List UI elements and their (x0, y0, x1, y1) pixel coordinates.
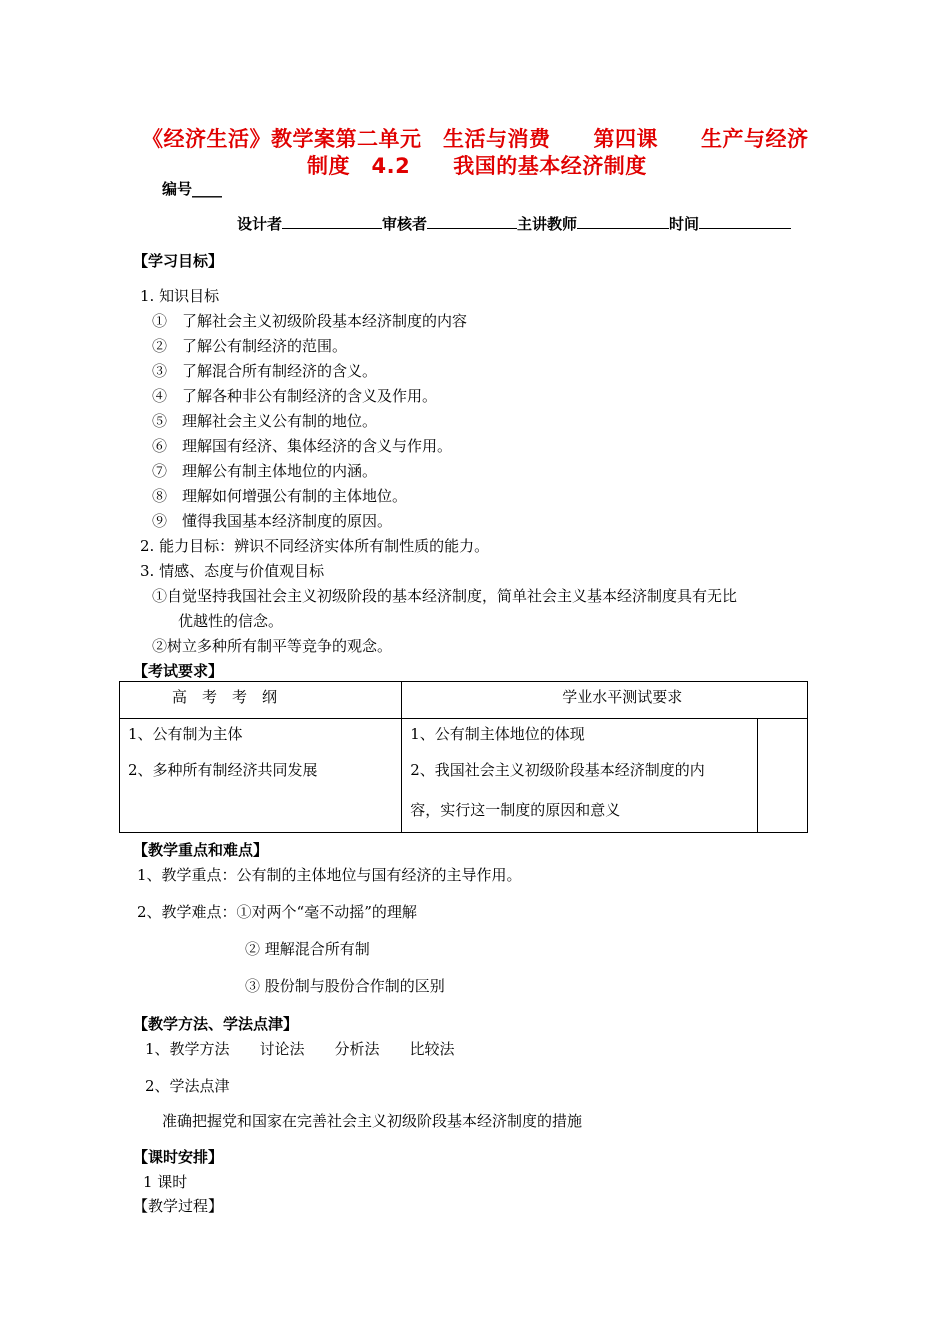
schedule-value: 1 课时 (143, 1173, 188, 1191)
objectives-heading: 【学习目标】 (133, 252, 224, 270)
time-blank (699, 214, 791, 229)
table-cell-line: 2、多种所有制经济共同发展 (128, 761, 318, 779)
designer-blank (282, 214, 382, 229)
focus-heading: 【教学重点和难点】 (133, 841, 269, 859)
knowledge-item: ③ 了解混合所有制经济的含义。 (152, 362, 378, 380)
signature-row (237, 213, 791, 234)
document-title-line1: 《经济生活》教学案第二单元 生活与消费 第四课 生产与经济 (142, 127, 809, 151)
teaching-methods: 1、教学方法 讨论法 分析法 比较法 (145, 1040, 455, 1058)
knowledge-item: ② 了解公有制经济的范围。 (152, 337, 348, 355)
knowledge-item: ⑨ 懂得我国基本经济制度的原因。 (152, 512, 393, 530)
table-cell-line: 容，实行这一制度的原因和意义 (410, 801, 621, 819)
table-cell-empty (757, 719, 807, 833)
table-cell-line: 2、我国社会主义初级阶段基本经济制度的内 (410, 761, 705, 779)
table-cell-xueye (402, 719, 758, 833)
methods-heading: 【教学方法、学法点津】 (133, 1015, 299, 1033)
document-title-line2: 制度 4.2 我国的基本经济制度 (307, 154, 647, 178)
emotion-item: ②树立多种所有制平等竞争的观念。 (152, 637, 393, 655)
table-cell-line: 1、公有制为主体 (128, 725, 243, 743)
time-label: 时间 (669, 215, 700, 233)
knowledge-heading: 1. 知识目标 (140, 287, 220, 305)
difficulty-item: ③ 股份制与股份合作制的区别 (245, 977, 445, 995)
knowledge-item: ④ 了解各种非公有制经济的含义及作用。 (152, 387, 438, 405)
knowledge-item: ⑧ 理解如何增强公有制的主体地位。 (152, 487, 408, 505)
document-number: 编号____ (162, 180, 223, 198)
knowledge-item: ① 了解社会主义初级阶段基本经济制度的内容 (152, 312, 468, 330)
key-point: 1、教学重点：公有制的主体地位与国有经济的主导作用。 (137, 866, 522, 884)
designer-label: 设计者 (237, 215, 283, 233)
exam-requirements-table (119, 681, 808, 833)
table-header-xueye: 学业水平测试要求 (402, 682, 808, 719)
exam-heading: 【考试要求】 (133, 662, 224, 680)
table-cell-line: 1、公有制主体地位的体现 (410, 725, 585, 743)
learning-heading: 2、学法点津 (145, 1077, 230, 1095)
lecturer-label: 主讲教师 (517, 215, 578, 233)
reviewer-blank (427, 214, 517, 229)
difficulty-item: ② 理解混合所有制 (245, 940, 370, 958)
knowledge-item: ⑤ 理解社会主义公有制的地位。 (152, 412, 378, 430)
ability-objective: 2. 能力目标：辨识不同经济实体所有制性质的能力。 (140, 537, 490, 555)
lecturer-blank (577, 214, 669, 229)
table-header-gaokao: 高 考 考 纲 (120, 682, 402, 719)
schedule-heading: 【课时安排】 (133, 1148, 224, 1166)
table-cell-gaokao (120, 719, 402, 833)
difficulty-item: 2、教学难点：①对两个“毫不动摇”的理解 (137, 903, 417, 921)
learning-text: 准确把握党和国家在完善社会主义初级阶段基本经济制度的措施 (162, 1112, 583, 1130)
process-heading: 【教学过程】 (133, 1197, 224, 1215)
knowledge-item: ⑦ 理解公有制主体地位的内涵。 (152, 462, 378, 480)
emotion-item-continued: 优越性的信念。 (178, 612, 284, 630)
knowledge-item: ⑥ 理解国有经济、集体经济的含义与作用。 (152, 437, 453, 455)
emotion-item: ①自觉坚持我国社会主义初级阶段的基本经济制度，简单社会主义基本经济制度具有无比 (152, 587, 738, 605)
reviewer-label: 审核者 (382, 215, 428, 233)
emotion-heading: 3. 情感、态度与价值观目标 (140, 562, 325, 580)
